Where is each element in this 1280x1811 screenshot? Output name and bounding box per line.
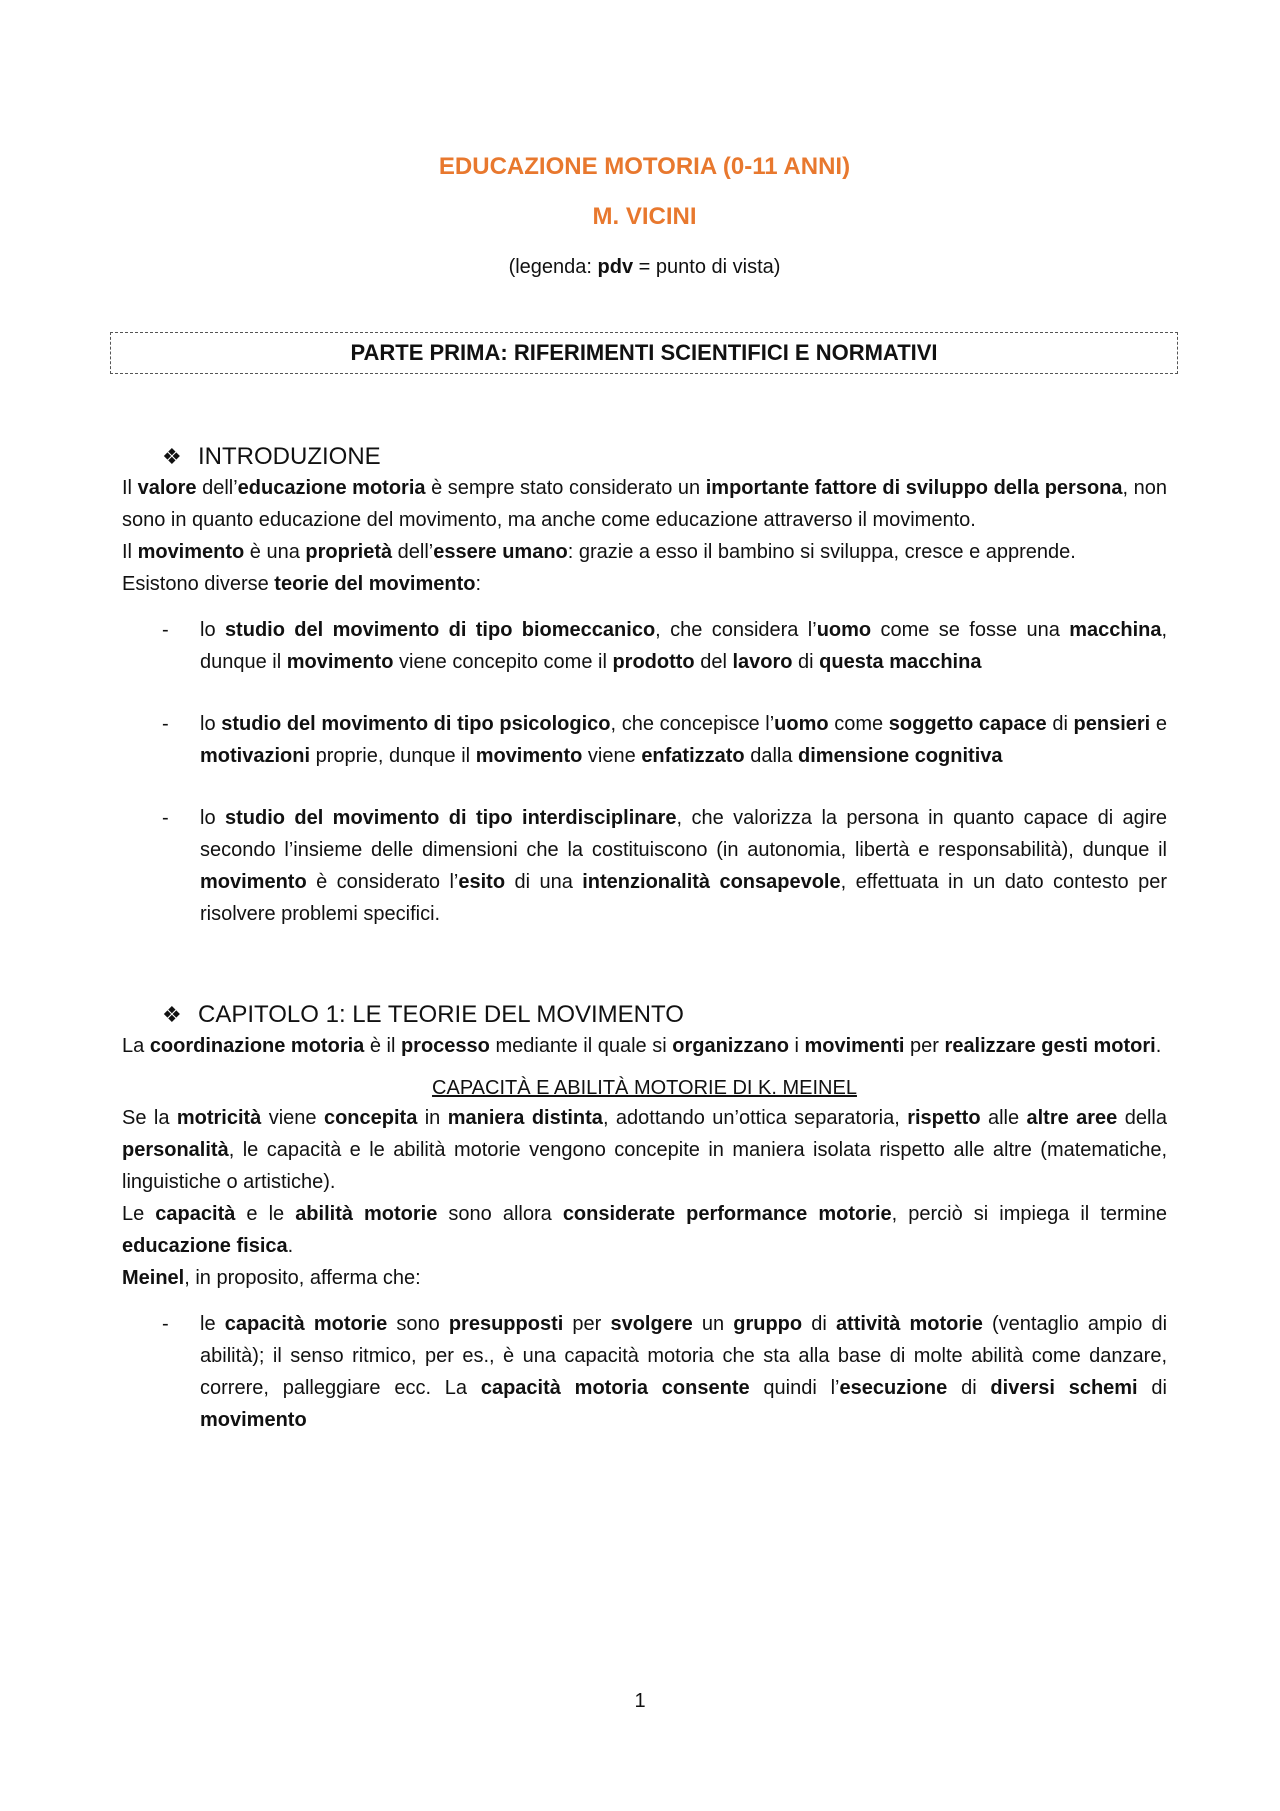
chapter1-paragraph-3	[122, 1198, 1167, 1262]
bold-text: realizzare gesti motori	[944, 1035, 1156, 1057]
bold-text: altre aree	[1026, 1107, 1118, 1129]
bold-text: rispetto	[907, 1107, 981, 1129]
list-item-text	[200, 1308, 1167, 1436]
bold-text: educazione motoria	[237, 477, 426, 499]
bold-text: educazione fisica	[122, 1235, 288, 1257]
chapter1-paragraph-1	[122, 1030, 1167, 1062]
bold-text: Meinel	[122, 1267, 185, 1289]
bold-text: capacità motorie	[224, 1313, 388, 1335]
dash-bullet-icon: -	[162, 619, 169, 641]
text-run: della	[1117, 1107, 1167, 1129]
bold-text: movimento	[475, 745, 583, 767]
bold-text: abilità motorie	[295, 1203, 438, 1225]
bold-text: esito	[458, 871, 506, 893]
bold-text: concepita	[323, 1107, 418, 1129]
text-run: lo	[200, 619, 225, 641]
bold-text: capacità	[155, 1203, 236, 1225]
text-run: come se fosse una	[871, 619, 1070, 641]
bold-text: movimenti	[804, 1035, 905, 1057]
text-run: è considerato l’	[306, 871, 459, 893]
text-run: come	[828, 713, 889, 735]
text-run: viene	[261, 1107, 324, 1129]
list-item	[122, 802, 1167, 930]
text-run: , effettuata in un dato contesto per risolvere problemi specifici.	[200, 871, 1167, 925]
text-run: di	[947, 1377, 991, 1399]
legend	[122, 254, 1167, 280]
bold-text: studio del movimento di tipo interdisciplinare	[224, 807, 677, 829]
intro-paragraph-1	[122, 472, 1167, 536]
text-run: , perciò si impiega il termine	[891, 1203, 1167, 1225]
document-author: M. VICINI	[592, 203, 697, 230]
bold-text: questa macchina	[819, 651, 982, 673]
bold-text: movimento	[286, 651, 394, 673]
text-run: , che valorizza la persona in quanto capace di agire secondo l’insieme delle dimensioni che la costituiscono (in autonomia, libertà e responsabilità), dunque il	[200, 807, 1168, 861]
text-run: quindi l’	[749, 1377, 840, 1399]
movement-theories-list	[122, 614, 1167, 930]
text-run: è una	[244, 541, 306, 563]
section-heading-capitolo-1	[162, 1000, 1167, 1030]
bold-text: processo	[400, 1035, 490, 1057]
bold-text: gruppo	[733, 1313, 803, 1335]
bold-text: uomo	[774, 713, 829, 735]
text-run: viene	[582, 745, 642, 767]
dash-bullet-icon: -	[162, 713, 169, 735]
bold-text: teorie del movimento	[274, 573, 476, 595]
text-run: lo	[200, 713, 222, 735]
list-item	[122, 708, 1167, 772]
bold-text: coordinazione motoria	[149, 1035, 365, 1057]
bold-text: capacità motoria consente	[480, 1377, 750, 1399]
bold-text: proprietà	[305, 541, 393, 563]
list-item-text	[200, 802, 1167, 930]
bold-text: considerate performance motorie	[562, 1203, 892, 1225]
intro-paragraph-3	[122, 568, 1167, 600]
text-run: lo	[200, 807, 225, 829]
text-run: sono	[387, 1313, 449, 1335]
bold-text: movimento	[200, 1409, 307, 1431]
text-run: di	[1137, 1377, 1167, 1399]
text-run: e	[1150, 713, 1167, 735]
page-content	[122, 152, 1167, 1436]
text-run: Esistono diverse	[122, 573, 275, 595]
list-item-text	[200, 614, 1167, 678]
text-run: alle	[980, 1107, 1027, 1129]
bold-text: maniera distinta	[447, 1107, 603, 1129]
text-run: dalla	[744, 745, 799, 767]
bold-text: macchina	[1069, 619, 1162, 641]
text-run: di	[792, 651, 820, 673]
text-run: un	[692, 1313, 734, 1335]
legend-key: pdv	[597, 256, 634, 278]
bold-text: lavoro	[732, 651, 793, 673]
text-run: , le capacità e le abilità motorie vengono concepite in maniera isolata rispetto alle altre (matematiche, linguistiche o artistiche).	[122, 1139, 1167, 1193]
text-run: , dunque il	[200, 619, 1168, 673]
bold-text: soggetto capace	[888, 713, 1047, 735]
text-run: di una	[505, 871, 583, 893]
list-item	[122, 614, 1167, 678]
part-title-box	[110, 332, 1178, 374]
text-run: La	[122, 1035, 150, 1057]
meinel-list	[122, 1308, 1167, 1436]
diamond-bullet-icon: ❖	[162, 1002, 182, 1027]
bold-text: motricità	[176, 1107, 262, 1129]
bold-text: personalità	[122, 1139, 229, 1161]
text-run: (ventaglio ampio di abilità); il senso ritmico, per es., è una capacità motoria che sta alla base di molte abilità come danzare, correre, palleggiare ecc. La	[200, 1313, 1168, 1399]
text-run: Il	[122, 541, 138, 563]
text-run: di	[1046, 713, 1074, 735]
bold-text: valore	[137, 477, 197, 499]
text-run: del	[694, 651, 733, 673]
text-run: per	[904, 1035, 945, 1057]
text-run: dell’	[392, 541, 434, 563]
bold-text: uomo	[816, 619, 872, 641]
text-run: : grazie a esso il bambino si sviluppa, cresce e apprende.	[567, 541, 1076, 563]
section-title: INTRODUZIONE	[198, 443, 381, 470]
bold-text: dimensione cognitiva	[798, 745, 1003, 767]
text-run: .	[1155, 1035, 1162, 1057]
bold-text: studio del movimento di tipo psicologico	[221, 713, 611, 735]
bold-text: motivazioni	[200, 745, 311, 767]
text-run: dell’	[196, 477, 238, 499]
text-run: viene concepito come il	[393, 651, 613, 673]
bold-text: essere umano	[433, 541, 568, 563]
text-run: sono allora	[437, 1203, 563, 1225]
dash-bullet-icon: -	[162, 807, 169, 829]
bold-text: movimento	[200, 871, 307, 893]
intro-paragraph-2	[122, 536, 1167, 568]
bold-text: esecuzione	[839, 1377, 948, 1399]
legend-open: (legenda:	[508, 256, 598, 278]
text-run: è il	[364, 1035, 401, 1057]
text-run: per	[563, 1313, 611, 1335]
bold-text: enfatizzato	[641, 745, 745, 767]
text-run: , che concepisce l’	[610, 713, 775, 735]
section-title: CAPITOLO 1: LE TEORIE DEL MOVIMENTO	[198, 1001, 684, 1028]
text-run: Il	[122, 477, 138, 499]
text-run: in	[417, 1107, 448, 1129]
text-run: di	[802, 1313, 836, 1335]
bold-text: organizzano	[672, 1035, 789, 1057]
text-run: :	[475, 573, 482, 595]
subtitle-meinel: CAPACITÀ E ABILITÀ MOTORIE DI K. MEINEL	[432, 1077, 857, 1099]
text-run: le	[200, 1313, 225, 1335]
bold-text: attività motorie	[835, 1313, 983, 1335]
bold-text: svolgere	[610, 1313, 693, 1335]
text-run: proprie, dunque il	[310, 745, 476, 767]
document-title: EDUCAZIONE MOTORIA (0-11 ANNI)	[438, 153, 851, 180]
dash-bullet-icon: -	[162, 1313, 169, 1335]
text-run: mediante il quale si	[489, 1035, 673, 1057]
text-run: è sempre stato considerato un	[425, 477, 706, 499]
chapter1-paragraph-4	[122, 1262, 1167, 1294]
bold-text: pensieri	[1073, 713, 1151, 735]
text-run: Le	[122, 1203, 156, 1225]
text-run: Se la	[122, 1107, 177, 1129]
bold-text: movimento	[137, 541, 245, 563]
bold-text: prodotto	[612, 651, 695, 673]
text-run: i	[788, 1035, 805, 1057]
text-run: , non sono in quanto educazione del movimento, ma anche come educazione attraverso il movimento.	[122, 477, 1168, 531]
diamond-bullet-icon: ❖	[162, 444, 182, 469]
legend-rest: = punto di vista)	[633, 256, 781, 278]
bold-text: intenzionalità consapevole	[582, 871, 841, 893]
text-run: e le	[235, 1203, 296, 1225]
text-run: , adottando un’ottica separatoria,	[602, 1107, 908, 1129]
text-run: .	[287, 1235, 294, 1257]
part-title: PARTE PRIMA: RIFERIMENTI SCIENTIFICI E NORMATIVI	[350, 340, 938, 365]
bold-text: importante fattore di sviluppo della persona	[705, 477, 1123, 499]
list-item	[122, 1308, 1167, 1436]
bold-text: diversi schemi	[990, 1377, 1138, 1399]
list-item-text	[200, 708, 1167, 772]
bold-text: studio del movimento di tipo biomeccanico	[224, 619, 656, 641]
text-run: , che considera l’	[655, 619, 817, 641]
chapter1-paragraph-2	[122, 1102, 1167, 1198]
section-heading-introduzione	[162, 442, 1167, 472]
page-number: 1	[634, 1690, 646, 1712]
text-run: , in proposito, afferma che:	[184, 1267, 421, 1289]
bold-text: presupposti	[448, 1313, 564, 1335]
